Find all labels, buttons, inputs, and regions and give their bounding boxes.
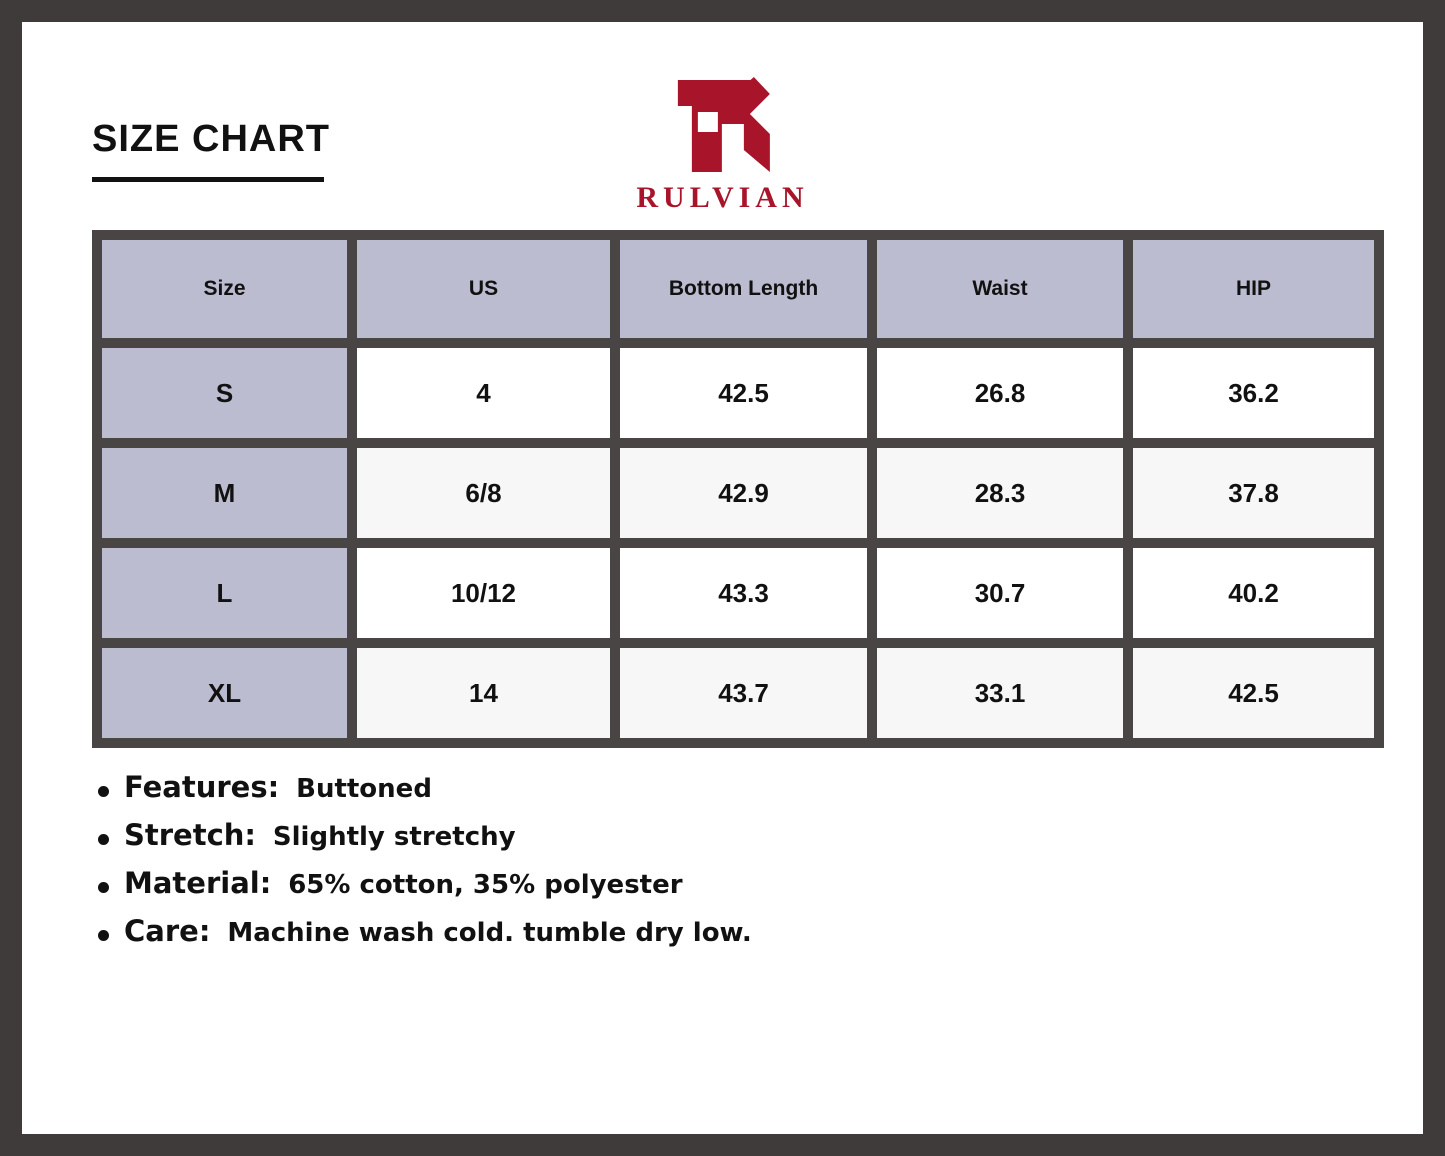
title-underline (92, 177, 324, 182)
cell-size: L (97, 543, 352, 643)
note-label: Material: (124, 866, 272, 900)
table-row (97, 643, 1379, 743)
note-label: Stretch: (124, 818, 257, 852)
table-row (97, 443, 1379, 543)
note-value: Slightly stretchy (272, 822, 516, 852)
rulvian-r-logo-icon (636, 72, 808, 177)
table-header-row (97, 235, 1379, 343)
brand-block (636, 72, 808, 215)
note-label: Features: (124, 770, 280, 804)
cell-waist: 33.1 (872, 643, 1128, 743)
table-row (97, 543, 1379, 643)
cell-hip: 42.5 (1128, 643, 1379, 743)
cell-bottom-length: 42.5 (615, 343, 872, 443)
column-header-size: Size (97, 235, 352, 343)
cell-hip: 37.8 (1128, 443, 1379, 543)
document-header (82, 62, 1363, 222)
cell-hip: 36.2 (1128, 343, 1379, 443)
cell-waist: 26.8 (872, 343, 1128, 443)
size-chart-sheet (22, 22, 1423, 1134)
list-item (92, 770, 1363, 804)
cell-us: 6/8 (352, 443, 615, 543)
table-row (97, 343, 1379, 443)
column-header-us: US (352, 235, 615, 343)
note-value: Buttoned (296, 774, 432, 804)
cell-waist: 30.7 (872, 543, 1128, 643)
cell-us: 14 (352, 643, 615, 743)
note-value: Machine wash cold. tumble dry low. (227, 918, 752, 948)
column-header-hip: HIP (1128, 235, 1379, 343)
cell-us: 4 (352, 343, 615, 443)
column-header-bottom-length: Bottom Length (615, 235, 872, 343)
note-label: Care: (124, 914, 211, 948)
table-body (97, 343, 1379, 743)
page-title: SIZE CHART (92, 118, 330, 160)
list-item (92, 818, 1363, 852)
list-item (92, 914, 1363, 948)
title-block (92, 118, 330, 182)
cell-size: XL (97, 643, 352, 743)
cell-bottom-length: 42.9 (615, 443, 872, 543)
cell-size: S (97, 343, 352, 443)
cell-waist: 28.3 (872, 443, 1128, 543)
note-value: 65% cotton, 35% polyester (288, 870, 683, 900)
cell-size: M (97, 443, 352, 543)
cell-us: 10/12 (352, 543, 615, 643)
cell-bottom-length: 43.7 (615, 643, 872, 743)
column-header-waist: Waist (872, 235, 1128, 343)
product-notes-list (92, 770, 1363, 948)
brand-name: RULVIAN (636, 181, 809, 214)
table-header-row-group (97, 235, 1379, 343)
cell-bottom-length: 43.3 (615, 543, 872, 643)
size-chart-table (92, 230, 1384, 748)
cell-hip: 40.2 (1128, 543, 1379, 643)
list-item (92, 866, 1363, 900)
